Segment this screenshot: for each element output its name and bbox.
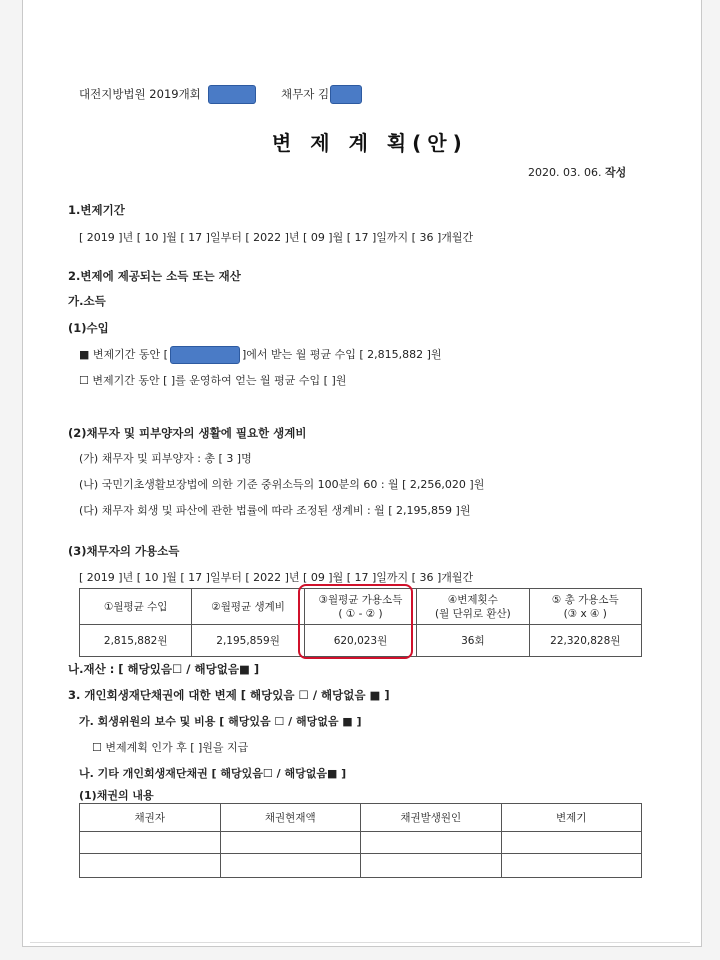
- value-monthly-income: 2,815,882원: [80, 625, 192, 657]
- header-repayment-count: ④변제횟수 (월 단위로 환산): [417, 589, 529, 625]
- income-line1-suffix: ]에서 받는 월 평균 수입 [ 2,815,882 ]원: [241, 348, 442, 361]
- court-case-label: [79, 85, 256, 104]
- income-subsection: 가.소득: [68, 294, 106, 308]
- section1-heading: 1.변제기간: [68, 203, 125, 217]
- date-value: 2020. 03. 06.: [528, 166, 602, 179]
- redacted-employer: [170, 346, 240, 364]
- debtor-name-prefix: 채무자 김: [281, 87, 330, 101]
- claims-header-row: [80, 804, 642, 832]
- median-income-line: (나) 국민기초생활보장법에 의한 기준 중위소득의 100분의 60 : 월 [ 2,256,020 ]원: [79, 478, 485, 491]
- header-current-amount: 채권현재액: [220, 804, 361, 832]
- section3-heading: 3. 개인회생재단채권에 대한 변제 [ 해당있음 ☐ / 해당없음 ■ ]: [68, 688, 390, 702]
- value-total-disposable: 22,320,828원: [529, 625, 641, 657]
- section2-heading: 2.변제에 제공되는 소득 또는 재산: [68, 269, 241, 283]
- income-line-employment: [79, 346, 442, 364]
- header-due-date: 변제기: [501, 804, 642, 832]
- disposable-period: [ 2019 ]년 [ 10 ]월 [ 17 ]일부터 [ 2022 ]년 [ 09 ]월 [ 17 ]일까지 [ 36 ]개월간: [79, 571, 474, 584]
- header-disposable: ③월평균 가용소득 ( ① - ② ): [304, 589, 416, 625]
- repayment-period: [ 2019 ]년 [ 10 ]월 [ 17 ]일부터 [ 2022 ]년 [ 09 ]월 [ 17 ]일까지 [ 36 ]개월간: [79, 231, 474, 244]
- trustee-fee-line: 가. 회생위원의 보수 및 비용 [ 해당있음 ☐ / 해당없음 ■ ]: [79, 715, 362, 728]
- claims-heading: (1)채권의 내용: [79, 789, 154, 802]
- header-living-cost: ②월평균 생계비: [192, 589, 304, 625]
- header-claim-cause: 채권발생원인: [361, 804, 502, 832]
- income-heading: (1)수입: [68, 321, 109, 335]
- living-cost-heading: (2)채무자 및 피부양자의 생활에 필요한 생계비: [68, 426, 307, 440]
- adjusted-living-cost-line: (다) 채무자 회생 및 파산에 관한 법률에 따라 조정된 생계비 : 월 [ 2,195,859 ]원: [79, 504, 471, 517]
- header-creditor: 채권자: [80, 804, 221, 832]
- table-row: [80, 832, 642, 854]
- value-disposable: 620,023원: [304, 625, 416, 657]
- header-total-disposable: ⑤ 총 가용소득 (③ x ④ ): [529, 589, 641, 625]
- date-line: [528, 164, 626, 180]
- table-row: [80, 854, 642, 878]
- date-suffix: 작성: [604, 166, 627, 179]
- highlight-box: [298, 584, 413, 659]
- header-monthly-income: ①월평균 수입: [80, 589, 192, 625]
- value-repayment-count: 36회: [417, 625, 529, 657]
- trustee-fee-payment: ☐ 변제계획 인가 후 [ ]원을 지급: [92, 741, 249, 754]
- redacted-debtor-name: [330, 85, 362, 104]
- debtor-label: [281, 85, 362, 104]
- document-title: 변 제 계 획(안): [272, 131, 468, 155]
- claims-table: [79, 803, 642, 878]
- other-claims-line: 나. 기타 개인회생재단채권 [ 해당있음☐ / 해당없음■ ]: [79, 767, 347, 780]
- property-line: 나.재산 : [ 해당있음☐ / 해당없음■ ]: [68, 662, 260, 676]
- page-divider: [30, 942, 690, 943]
- income-line1-prefix: ■ 변제기간 동안 [: [79, 348, 168, 361]
- dependents-line: (가) 채무자 및 피부양자 : 총 [ 3 ]명: [79, 452, 252, 465]
- disposable-income-heading: (3)채무자의 가용소득: [68, 544, 180, 558]
- court-name: 대전지방법원 2019개회: [79, 87, 201, 101]
- income-line-business: ☐ 변제기간 동안 [ ]를 운영하여 얻는 월 평균 수입 [ ]원: [79, 374, 347, 387]
- value-living-cost: 2,195,859원: [192, 625, 304, 657]
- redacted-case-number: [208, 85, 256, 104]
